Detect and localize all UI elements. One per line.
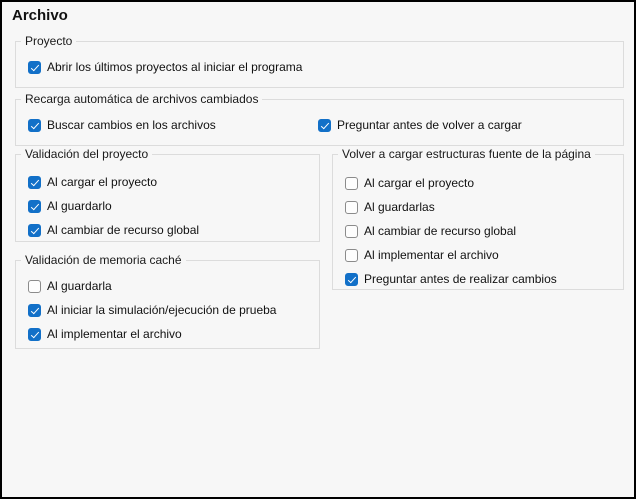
checkbox-row-al-iniciar-simulacion[interactable] — [28, 303, 319, 317]
checkbox-icon[interactable] — [28, 119, 41, 132]
checkbox-label: Preguntar antes de realizar cambios — [364, 272, 557, 286]
group-recarga-automatica — [15, 92, 624, 146]
checkbox-label: Al cargar el proyecto — [47, 175, 158, 189]
page-title: Archivo — [12, 7, 68, 24]
checkbox-icon[interactable] — [28, 61, 41, 74]
checkbox-row-al-cambiar-recurso-global[interactable] — [28, 223, 319, 237]
checkbox-label: Abrir los últimos proyectos al iniciar el programa — [47, 60, 303, 74]
checkbox-row-al-guardarlas[interactable] — [345, 200, 623, 214]
group-validacion-memoria-cache-title: Validación de memoria caché — [21, 253, 186, 267]
checkbox-label: Al guardarla — [47, 279, 112, 293]
checkbox-label: Al guardarlo — [47, 199, 112, 213]
checkbox-icon[interactable] — [28, 200, 41, 213]
checkbox-label: Al iniciar la simulación/ejecución de prueba — [47, 303, 277, 317]
checkbox-icon[interactable] — [345, 273, 358, 286]
checkbox-icon[interactable] — [28, 328, 41, 341]
checkbox-icon[interactable] — [345, 177, 358, 190]
checkbox-row-al-implementar-archivo-cache[interactable] — [28, 327, 319, 341]
group-validacion-proyecto — [15, 147, 320, 242]
checkbox-row-al-cambiar-recurso-global-fuente[interactable] — [345, 224, 623, 238]
checkbox-label: Al implementar el archivo — [47, 327, 182, 341]
checkbox-row-al-guardarlo[interactable] — [28, 199, 319, 213]
checkbox-row-preguntar-realizar-cambios[interactable] — [345, 272, 623, 286]
checkbox-icon[interactable] — [28, 176, 41, 189]
group-volver-cargar-estructuras-title: Volver a cargar estructuras fuente de la página — [338, 147, 595, 161]
checkbox-label: Buscar cambios en los archivos — [47, 118, 216, 132]
group-recarga-automatica-title: Recarga automática de archivos cambiados — [21, 92, 262, 106]
checkbox-label: Al cargar el proyecto — [364, 176, 475, 190]
group-volver-cargar-estructuras — [332, 147, 624, 290]
checkbox-icon[interactable] — [345, 225, 358, 238]
group-validacion-proyecto-title: Validación del proyecto — [21, 147, 152, 161]
checkbox-row-abrir-ultimos-proyectos[interactable] — [28, 60, 623, 74]
checkbox-pair-row — [28, 118, 623, 132]
checkbox-label: Preguntar antes de volver a cargar — [337, 118, 522, 132]
checkbox-row-al-cargar-proyecto[interactable] — [28, 175, 319, 189]
checkbox-icon[interactable] — [318, 119, 331, 132]
checkbox-icon[interactable] — [345, 201, 358, 214]
checkbox-icon[interactable] — [345, 249, 358, 262]
checkbox-row-preguntar-volver-cargar[interactable] — [318, 118, 522, 132]
checkbox-label: Al cambiar de recurso global — [47, 223, 200, 237]
checkbox-row-al-guardarla[interactable] — [28, 279, 319, 293]
group-proyecto-title: Proyecto — [21, 34, 76, 48]
checkbox-icon[interactable] — [28, 224, 41, 237]
checkbox-icon[interactable] — [28, 304, 41, 317]
checkbox-icon[interactable] — [28, 280, 41, 293]
checkbox-row-buscar-cambios[interactable] — [28, 118, 216, 132]
checkbox-label: Al guardarlas — [364, 200, 435, 214]
group-proyecto — [15, 34, 624, 88]
group-validacion-memoria-cache — [15, 253, 320, 349]
checkbox-label: Al cambiar de recurso global — [364, 224, 517, 238]
checkbox-label: Al implementar el archivo — [364, 248, 499, 262]
checkbox-row-al-implementar-archivo-fuente[interactable] — [345, 248, 623, 262]
checkbox-row-al-cargar-proyecto-fuente[interactable] — [345, 176, 623, 190]
